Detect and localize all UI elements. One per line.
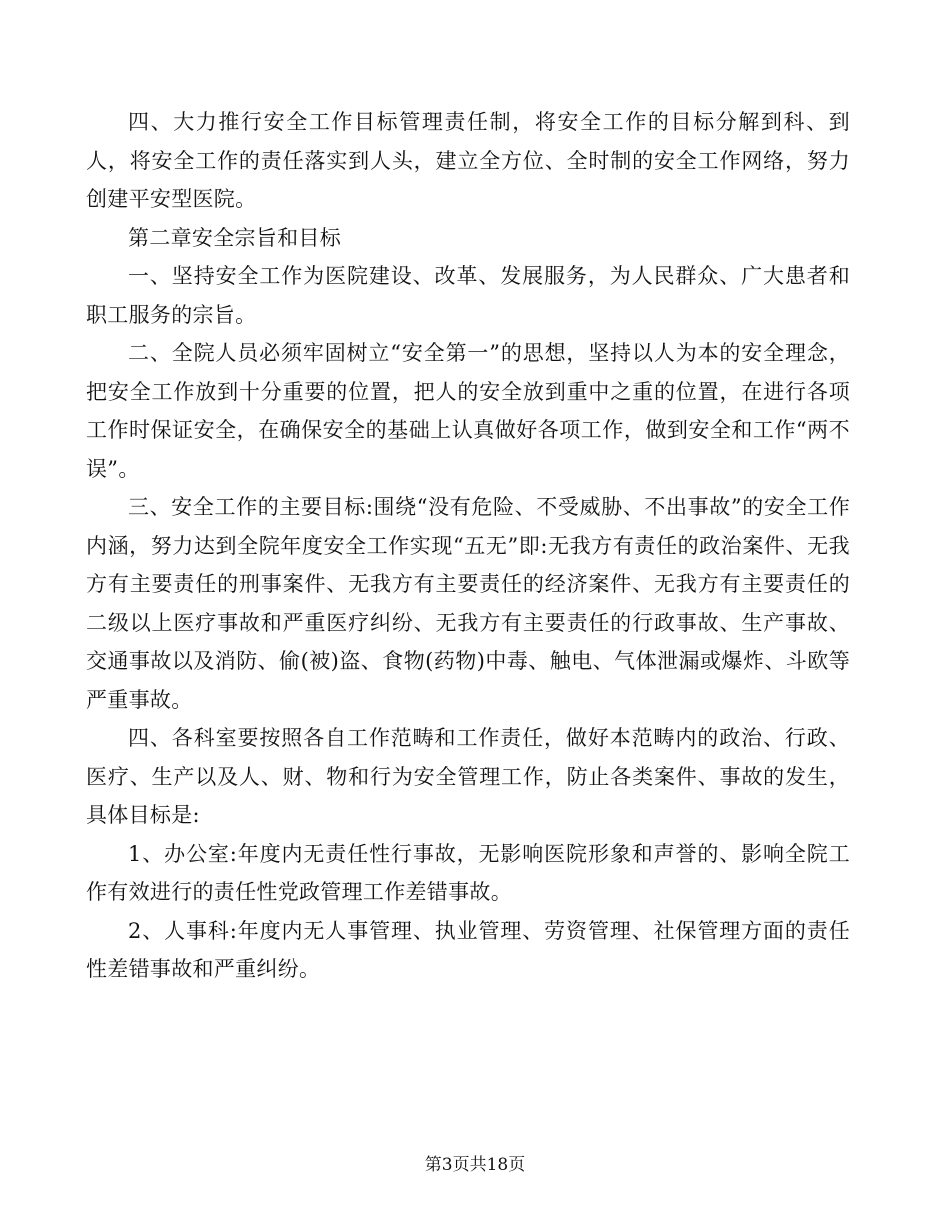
paragraph-safety-first: 二、全院人员必须牢固树立“安全第一”的思想，坚持以人为本的安全理念，把安全工作放到十分重要的位置，把人的安全放到重中之重的位置，在进行各项工作时保证安全，在确保安全的基础上认真做好各项工作，做到安全和工作“两不误”。 (86, 341, 850, 481)
paragraph-main-goals: 三、安全工作的主要目标:围绕“没有危险、不受威胁、不出事故”的安全工作内涵，努力达到全院年度安全工作实现“五无”即:无我方有责任的政治案件、无我方有主要责任的刑事案件、无我方有主要责任的经济案件、无我方有主要责任的二级以上医疗事故和严重医疗纠纷、无我方有主要责任的行政事故、生产事故、交通事故以及消防、偷(被)盗、食物(药物)中毒、触电、气体泄漏或爆炸、斗欧等严重事故。 (86, 495, 850, 712)
paragraph-hr-goal: 2、人事科:年度内无人事管理、执业管理、劳资管理、社保管理方面的责任性差错事故和严重纠纷。 (86, 918, 850, 981)
paragraph-office-goal: 1、办公室:年度内无责任性行事故，无影响医院形象和声誉的、影响全院工作有效进行的责任性党政管理工作差错事故。 (86, 841, 850, 904)
paragraph-section-4-target-responsibility: 四、大力推行安全工作目标管理责任制，将安全工作的目标分解到科、到人，将安全工作的责任落实到人头，建立全方位、全时制的安全工作网络，努力创建平安型医院。 (86, 110, 850, 211)
paragraph-department-goals: 四、各科室要按照各自工作范畴和工作责任，做好本范畴内的政治、行政、医疗、生产以及人、财、物和行为安全管理工作，防止各类案件、事故的发生，具体目标是: (86, 726, 850, 827)
page-number: 第3页共18页 (424, 1155, 526, 1175)
document-body (86, 103, 850, 989)
chapter-2-heading: 第二章安全宗旨和目标 (128, 225, 341, 250)
paragraph-safety-purpose: 一、坚持安全工作为医院建设、改革、发展服务，为人民群众、广大患者和职工服务的宗旨。 (86, 264, 850, 327)
